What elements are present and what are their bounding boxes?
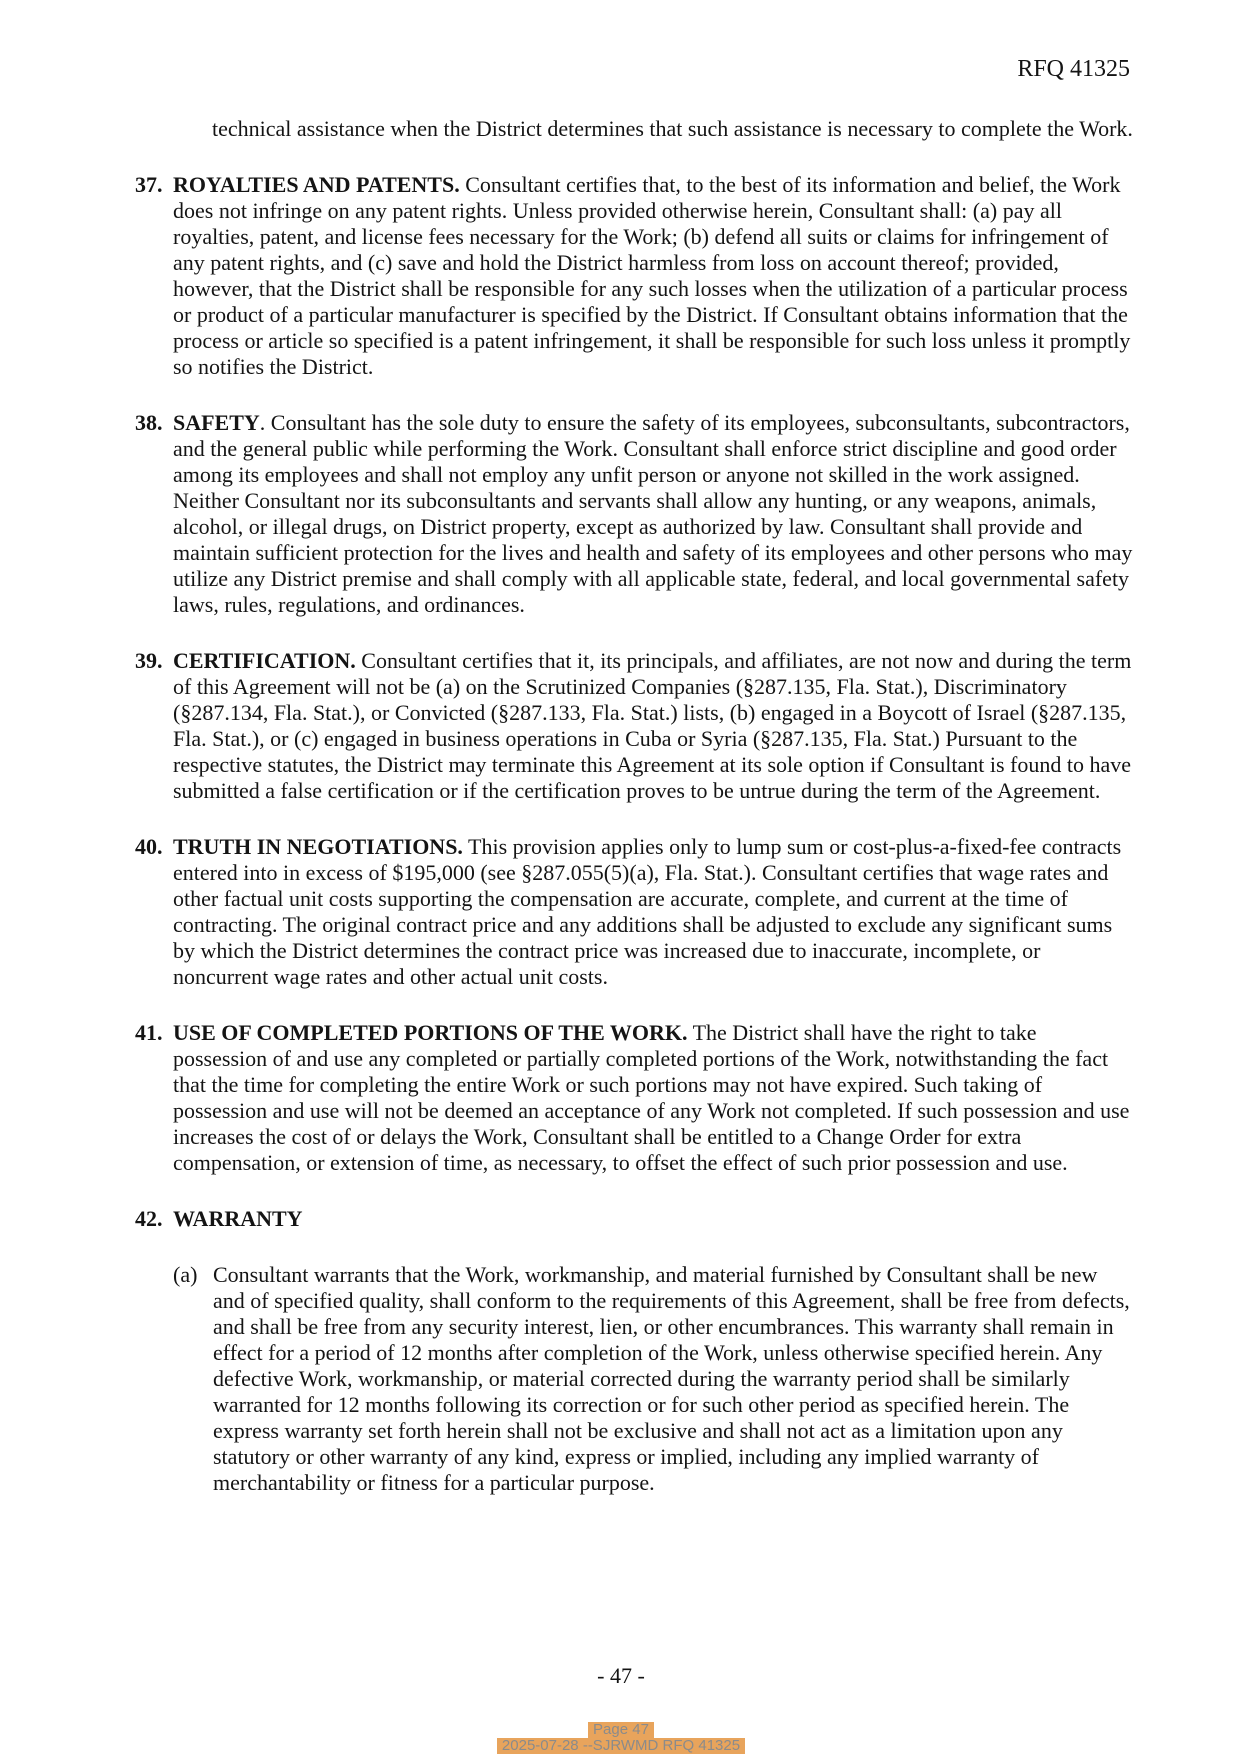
section-text: This provision applies only to lump sum or cost-plus-a-fixed-fee contracts entered into in excess of $195,000 (see §287.055(5)(a), Fla. Stat.). Consultant certifies that wage rates and other factual unit costs supporting the compensation are accurate, complete, and current at the time of contracting. The original contract price and any additions shall be adjusted to exclude any significant sums by which the District determines the contract price was increased due to inaccurate, incomplete, or noncurrent wage rates and other actual unit costs.	[173, 834, 1122, 989]
section-number: 37.	[135, 172, 163, 197]
section-number: 38.	[135, 410, 163, 435]
section-warranty	[135, 1206, 1133, 1496]
subitem-text: Consultant warrants that the Work, workmanship, and material furnished by Consultant shall be new and of specified quality, shall conform to the requirements of this Agreement, shall be free from defects, and shall be free from any security interest, lien, or other encumbrances. This warranty shall remain in effect for a period of 12 months after completion of the Work, unless otherwise specified herein. Any defective Work, workmanship, or material corrected during the warranty period shall be similarly warranted for 12 months following its correction or for such other period as specified herein. The express warranty set forth herein shall not be exclusive and shall not act as a limitation upon any statutory or other warranty of any kind, express or implied, including any implied warranty of merchantability or fitness for a particular purpose.	[213, 1262, 1130, 1495]
paragraph-continuation: technical assistance when the District determines that such assistance is necessary to complete the Work.	[212, 116, 1133, 141]
section-paragraph	[173, 1206, 1133, 1232]
doc-reference: RFQ 41325	[1017, 56, 1130, 82]
section-paragraph	[173, 1020, 1133, 1176]
stamp-date-reference: 2025-07-28 --SJRWMD RFQ 41325	[497, 1738, 745, 1754]
section-number: 41.	[135, 1020, 163, 1045]
section-title: SAFETY	[173, 410, 260, 435]
warranty-subitem-a	[173, 1262, 1133, 1496]
section-title: WARRANTY	[173, 1206, 303, 1231]
section-title: TRUTH IN NEGOTIATIONS.	[173, 834, 463, 859]
section-paragraph	[173, 172, 1133, 380]
section-title: CERTIFICATION.	[173, 648, 356, 673]
section-use-of-completed-portions	[135, 1020, 1133, 1176]
section-royalties-and-patents	[135, 172, 1133, 380]
section-number: 40.	[135, 834, 163, 859]
stamp-page-label: Page 47	[588, 1722, 654, 1738]
ocr-stamp	[0, 1722, 1242, 1754]
section-truth-in-negotiations	[135, 834, 1133, 990]
section-number: 39.	[135, 648, 163, 673]
section-certification	[135, 648, 1133, 804]
section-text: The District shall have the right to take possession of and use any completed or partially completed portions of the Work, notwithstanding the fact that the time for completing the entire Work or such portions may not have expired. Such taking of possession and use will not be deemed an acceptance of any Work not completed. If such possession and use increases the cost of or delays the Work, Consultant shall be entitled to a Change Order for extra compensation, or extension of time, as necessary, to offset the effect of such prior possession and use.	[173, 1020, 1130, 1175]
page-number: - 47 -	[597, 1663, 645, 1688]
section-paragraph	[173, 834, 1133, 990]
section-number: 42.	[135, 1206, 163, 1231]
section-text: Consultant certifies that it, its principals, and affiliates, are not now and during the term of this Agreement will not be (a) on the Scrutinized Companies (§287.135, Fla. Stat.), Discriminatory (§287.134, Fla. Stat.), or Convicted (§287.133, Fla. Stat.) lists, (b) engaged in a Boycott of Israel (§287.135, Fla. Stat.), or (c) engaged in business operations in Cuba or Syria (§287.135, Fla. Stat.) Pursuant to the respective statutes, the District may terminate this Agreement at its sole option if Consultant is found to have submitted a false certification or if the certification proves to be untrue during the term of the Agreement.	[173, 648, 1132, 803]
section-paragraph	[173, 410, 1133, 618]
section-title: USE OF COMPLETED PORTIONS OF THE WORK.	[173, 1020, 688, 1045]
section-paragraph	[173, 648, 1133, 804]
subitem-label: (a)	[173, 1262, 198, 1287]
document-body	[135, 116, 1133, 1526]
section-title: ROYALTIES AND PATENTS.	[173, 172, 460, 197]
section-text: . Consultant has the sole duty to ensure the safety of its employees, subconsultants, subcontractors, and the general public while performing the Work. Consultant shall enforce strict discipline and good order among its employees and shall not employ any unfit person or anyone not skilled in the work assigned. Neither Consultant nor its subconsultants and servants shall allow any hunting, or any weapons, animals, alcohol, or illegal drugs, on District property, except as authorized by law. Consultant shall provide and maintain sufficient protection for the lives and health and safety of its employees and other persons who may utilize any District premise and shall comply with all applicable state, federal, and local governmental safety laws, rules, regulations, and ordinances.	[173, 410, 1133, 617]
section-safety	[135, 410, 1133, 618]
section-text: Consultant certifies that, to the best of its information and belief, the Work does not infringe on any patent rights. Unless provided otherwise herein, Consultant shall: (a) pay all royalties, patent, and license fees necessary for the Work; (b) defend all suits or claims for infringement of any patent rights, and (c) save and hold the District harmless from loss on account thereof; provided, however, that the District shall be responsible for any such losses when the utilization of a particular process or product of a particular manufacturer is specified by the District. If Consultant obtains information that the process or article so specified is a patent infringement, it shall be responsible for such loss unless it promptly so notifies the District.	[173, 172, 1131, 379]
